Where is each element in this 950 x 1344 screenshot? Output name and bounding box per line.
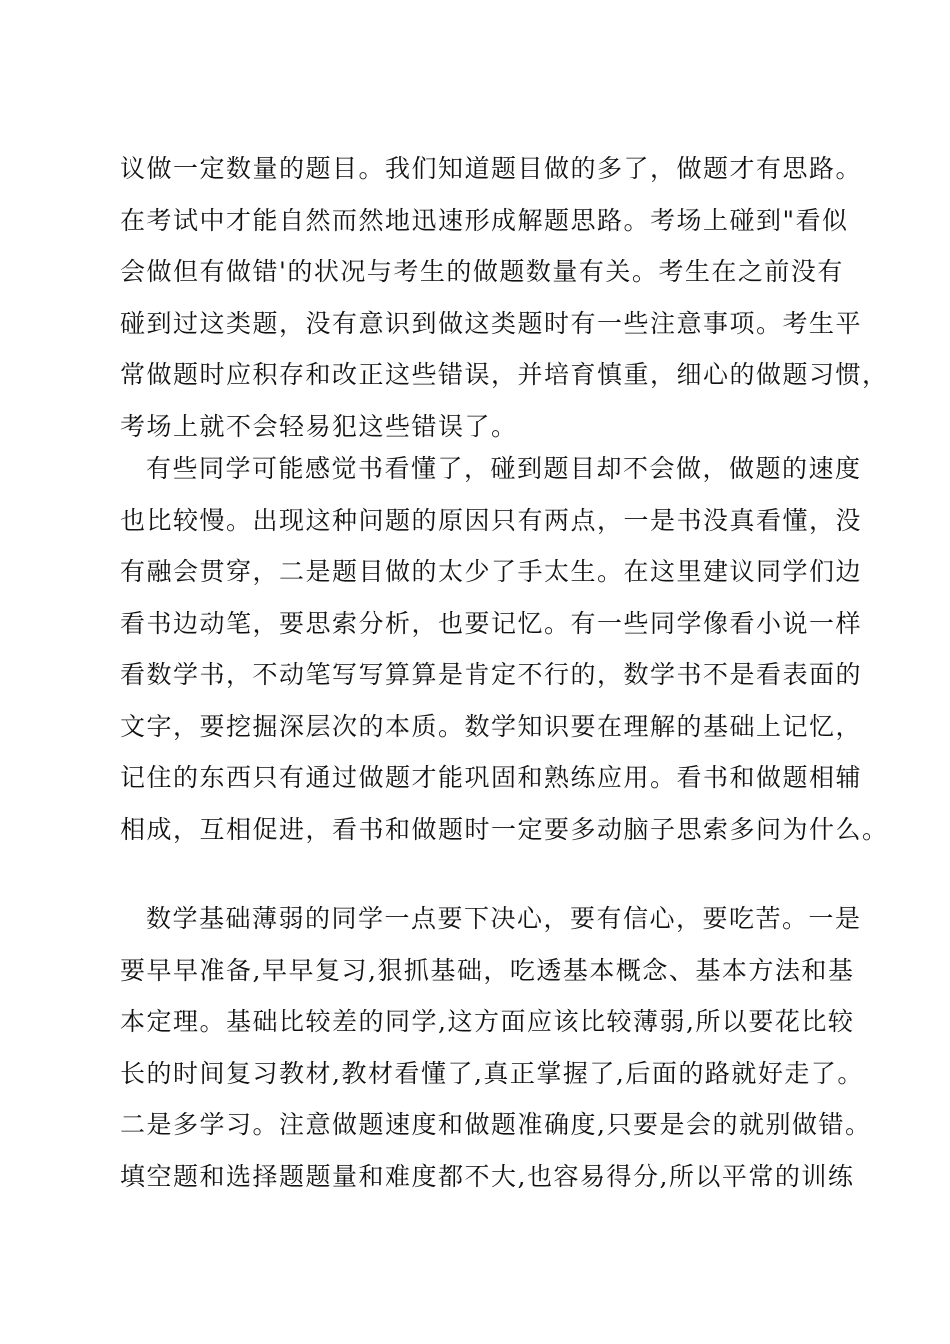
paragraph-line: 填空题和选择题题量和难度都不大,也容易得分,所以平常的训练	[120, 1161, 855, 1191]
paragraph-line: 常做题时应积存和改正这些错误，并培育慎重，细心的做题习惯，	[120, 360, 889, 389]
paragraph-line: 长的时间复习教材,教材看懂了,真正掌握了,后面的路就好走了。	[120, 1058, 864, 1088]
paragraph-line: 考场上就不会轻易犯这些错误了。	[120, 411, 518, 441]
paragraph-1	[120, 143, 889, 452]
paragraph-line: 数学基础薄弱的同学一点要下决心，要有信心，要吃苦。一是	[146, 904, 862, 933]
paragraph-3	[120, 893, 872, 1202]
paragraph-line: 有些同学可能感觉书看懂了，碰到题目却不会做，做题的速度	[146, 454, 862, 483]
paragraph-line: 要早早准备,早早复习,狠抓基础，吃透基本概念、基本方法和基	[120, 955, 855, 985]
paragraph-2	[120, 443, 889, 855]
paragraph-line: 本定理。基础比较差的同学,这方面应该比较薄弱,所以要花比较	[120, 1007, 855, 1036]
paragraph-line: 文字，要挖掘深层次的本质。数学知识要在理解的基础上记忆，	[120, 711, 863, 741]
paragraph-line: 看数学书，不动笔写写算算是肯定不行的，数学书不是看表面的	[120, 660, 863, 689]
paragraph-line: 看书边动笔，要思索分析，也要记忆。有一些同学像看小说一样	[120, 608, 863, 638]
paragraph-line: 有融会贯穿，二是题目做的太少了手太生。在这里建议同学们边	[120, 557, 863, 586]
paragraph-line: 二是多学习。注意做题速度和做题准确度,只要是会的就别做错。	[120, 1110, 872, 1139]
paragraph-line: 在考试中才能自然而然地迅速形成解题思路。考场上碰到"看似	[120, 205, 849, 235]
paragraph-line: 会做但有做错'的状况与考生的做题数量有关。考生在之前没有	[120, 257, 844, 286]
paragraph-line: 议做一定数量的题目。我们知道题目做的多了，做题才有思路。	[120, 154, 863, 183]
paragraph-line: 记住的东西只有通过做题才能巩固和熟练应用。看书和做题相辅	[120, 763, 863, 792]
paragraph-line: 碰到过这类题，没有意识到做这类题时有一些注意事项。考生平	[120, 308, 863, 338]
paragraph-line: 也比较慢。出现这种问题的原因只有两点，一是书没真看懂，没	[120, 505, 863, 535]
paragraph-line: 相成，互相促进，看书和做题时一定要多动脑子思索多问为什么。	[120, 814, 889, 844]
